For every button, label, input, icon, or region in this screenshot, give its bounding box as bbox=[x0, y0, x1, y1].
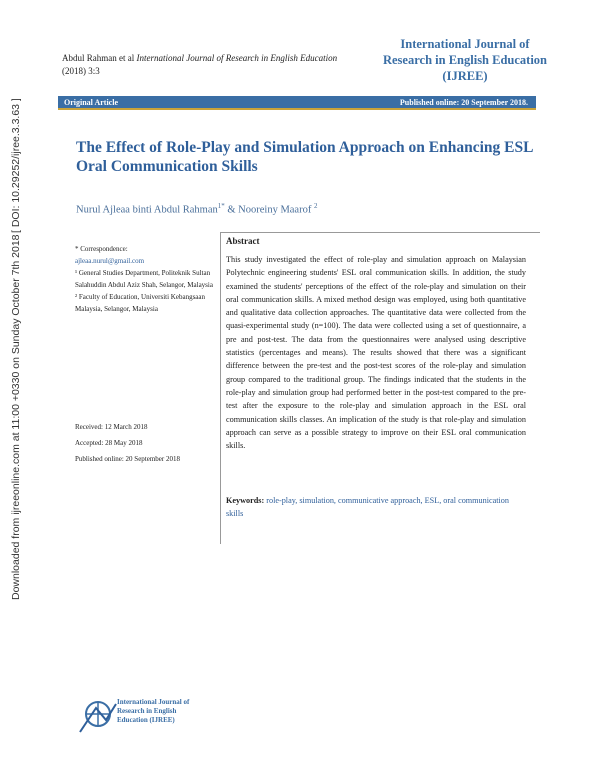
correspondence-label: * Correspondence: bbox=[75, 245, 128, 253]
citation-header bbox=[62, 52, 382, 78]
article-title: The Effect of Role-Play and Simulation Approach on Enhancing ESL Oral Communication Skills bbox=[76, 139, 533, 175]
abstract-divider-horizontal bbox=[220, 232, 540, 233]
author-1: Nurul Ajleaa binti Abdul Rahman bbox=[76, 204, 218, 216]
author-separator: & bbox=[224, 204, 239, 216]
published-online-bar: Published online: 20 September 2018. bbox=[399, 98, 528, 107]
received-date: Received: 12 March 2018 bbox=[75, 423, 148, 431]
logo-line-3: Education (IJREE) bbox=[117, 716, 175, 724]
authors-line bbox=[76, 202, 317, 216]
correspondence-block bbox=[75, 243, 215, 315]
doi-sidebar: [ DOI: 10.29252/ijree.3.3.63 ] bbox=[10, 98, 22, 233]
download-note-sidebar: Downloaded from ijreeonline.com at 11:00 +0330 on Sunday October 7th 2018 bbox=[10, 234, 22, 600]
keywords-label: Keywords: bbox=[226, 496, 265, 505]
journal-title: International Journal of Research in English Education (IJREE) bbox=[382, 37, 548, 83]
citation-journal: International Journal of Research in English Education bbox=[136, 53, 338, 63]
dates-block bbox=[75, 420, 180, 468]
abstract-body: This study investigated the effect of role-play and simulation approach on Malaysian Polytechnic engineering students' ESL oral communication skills. In addition, the study examined the students' perceptions of the effect of the role-play and simulation on their oral communication skills. A mixed method design was employed, using both quantitative and qualitative data collection approaches. The quantitative data were collected from the quasi-experimental study (n=100). The data were collected using a set of questionnaire, a pre and post-test. The data from the questionnaires were analysed using descriptive statistics (percentages and means). The results showed that there was a significant difference between the pre-test and the post-test scores of the role-play and simulation group compared to the traditional group. The findings indicated that the students in the role-play and simulation group had performed better in the post-test compared to the pre-test after the exposure to the role-play and simulation approach in the ESL oral communication skills classes. An implication of the study is that role-play and simulation approach can serve as a possible strategy to improve on their ESL oral communication skills. bbox=[226, 255, 526, 451]
published-date: Published online: 20 September 2018 bbox=[75, 455, 180, 463]
logo-line-2: Research in English bbox=[117, 707, 177, 715]
author-2-sup: 2 bbox=[313, 202, 318, 210]
abstract-heading: Abstract bbox=[226, 236, 260, 246]
affiliation-2: ² Faculty of Education, Universiti Kebangsaan Malaysia, Selangor, Malaysia bbox=[75, 293, 206, 313]
correspondence-email[interactable]: ajleaa.nurul@gmail.com bbox=[75, 257, 145, 265]
keywords bbox=[226, 494, 526, 521]
article-type: Original Article bbox=[64, 98, 118, 107]
affiliation-1: ¹ General Studies Department, Politeknik Sultan Salahuddin Abdul Aziz Shah, Selangor, Malaysia bbox=[75, 269, 213, 289]
author-1-sup: 1* bbox=[217, 202, 225, 210]
citation-authors: Abdul Rahman et al bbox=[62, 53, 135, 63]
author-2: Nooreiny Maarof bbox=[238, 204, 312, 216]
article-bar bbox=[58, 96, 536, 110]
accepted-date: Accepted: 28 May 2018 bbox=[75, 439, 143, 447]
citation-issue: (2018) 3:3 bbox=[62, 66, 100, 76]
logo-line-1: International Journal of bbox=[117, 698, 190, 706]
keywords-values: role-play, simulation, communicative approach, ESL, oral communication skills bbox=[226, 496, 509, 519]
abstract-divider-vertical bbox=[220, 232, 221, 544]
logo-text bbox=[117, 698, 189, 725]
